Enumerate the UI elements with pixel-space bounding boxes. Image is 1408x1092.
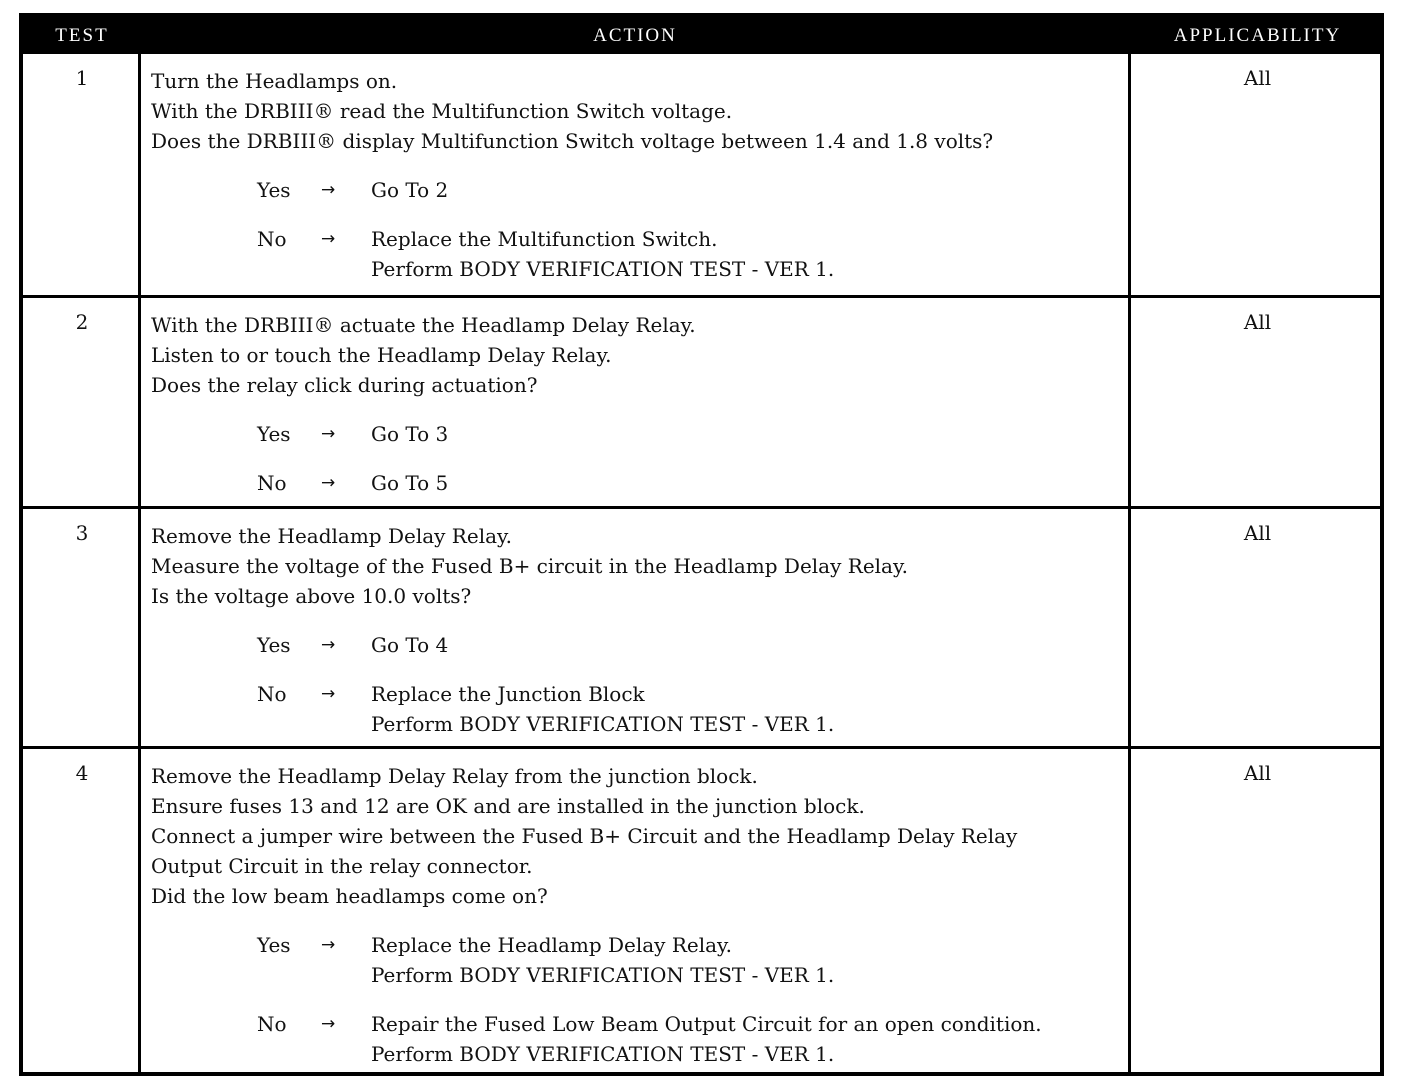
action-line: Measure the voltage of the Fused B+ circuit in the Headlamp Delay Relay. <box>151 554 908 578</box>
yes-label: Yes <box>257 633 291 657</box>
action-line: Is the voltage above 10.0 volts? <box>151 584 472 608</box>
yes-response <box>151 930 1126 990</box>
arrow-right-icon: → <box>321 473 336 493</box>
arrow-right-icon: → <box>321 180 336 200</box>
header-test: TEST <box>55 25 109 46</box>
action-cell <box>151 310 1126 498</box>
applicability-cell: All <box>1243 521 1272 545</box>
applicability-cell: All <box>1243 310 1272 334</box>
yes-label: Yes <box>257 178 291 202</box>
yes-response <box>151 630 1126 660</box>
action-line: Ensure fuses 13 and 12 are OK and are installed in the junction block. <box>151 794 865 818</box>
yes-result: Go To 2 <box>371 178 449 202</box>
table-row <box>23 746 1380 1072</box>
no-response <box>151 224 1126 284</box>
no-label: No <box>257 227 287 251</box>
yes-result: Replace the Headlamp Delay Relay. Perform BODY VERIFICATION TEST - VER 1. <box>371 933 835 987</box>
test-number: 2 <box>75 310 89 334</box>
action-cell <box>151 521 1126 739</box>
yes-label: Yes <box>257 933 291 957</box>
no-label: No <box>257 471 287 495</box>
yes-label: Yes <box>257 422 291 446</box>
applicability-cell: All <box>1243 761 1272 785</box>
action-line: Remove the Headlamp Delay Relay from the junction block. <box>151 764 758 788</box>
yes-result: Go To 3 <box>371 422 449 446</box>
table-row <box>23 295 1380 506</box>
arrow-right-icon: → <box>321 229 336 249</box>
yes-response <box>151 419 1126 449</box>
table-row <box>23 506 1380 746</box>
action-line: Did the low beam headlamps come on? <box>151 884 548 908</box>
arrow-right-icon: → <box>321 684 336 704</box>
action-cell <box>151 761 1126 1069</box>
applicability-cell: All <box>1243 66 1272 90</box>
action-line: Does the relay click during actuation? <box>151 373 538 397</box>
no-label: No <box>257 682 287 706</box>
action-line: Does the DRBIII® display Multifunction Switch voltage between 1.4 and 1.8 volts? <box>151 129 994 153</box>
action-line: Connect a jumper wire between the Fused B+ Circuit and the Headlamp Delay Relay <box>151 824 1018 848</box>
no-result: Go To 5 <box>371 471 449 495</box>
action-line: Remove the Headlamp Delay Relay. <box>151 524 513 548</box>
yes-response <box>151 175 1126 205</box>
header-applicability: APPLICABILITY <box>1173 25 1342 46</box>
action-cell <box>151 66 1126 284</box>
header-action: ACTION <box>593 25 677 46</box>
no-response <box>151 679 1126 739</box>
action-line: With the DRBIII® actuate the Headlamp Delay Relay. <box>151 313 696 337</box>
arrow-right-icon: → <box>321 1014 336 1034</box>
test-number: 4 <box>75 761 89 785</box>
action-line: Output Circuit in the relay connector. <box>151 854 533 878</box>
no-response <box>151 1009 1126 1069</box>
action-line: Turn the Headlamps on. <box>151 69 398 93</box>
no-response <box>151 468 1126 498</box>
action-line: With the DRBIII® read the Multifunction Switch voltage. <box>151 99 733 123</box>
table-row <box>23 54 1380 295</box>
arrow-right-icon: → <box>321 935 336 955</box>
arrow-right-icon: → <box>321 635 336 655</box>
test-number: 3 <box>75 521 89 545</box>
test-number: 1 <box>75 66 89 90</box>
arrow-right-icon: → <box>321 424 336 444</box>
diagnostic-test-table <box>19 13 1384 1076</box>
action-line: Listen to or touch the Headlamp Delay Relay. <box>151 343 612 367</box>
no-label: No <box>257 1012 287 1036</box>
yes-result: Go To 4 <box>371 633 449 657</box>
no-result: Replace the Multifunction Switch. Perform BODY VERIFICATION TEST - VER 1. <box>371 227 835 281</box>
no-result: Repair the Fused Low Beam Output Circuit for an open condition. Perform BODY VERIFICATION TEST - VER 1. <box>371 1012 1042 1066</box>
table-header <box>23 17 1380 54</box>
no-result: Replace the Junction Block Perform BODY VERIFICATION TEST - VER 1. <box>371 682 835 736</box>
